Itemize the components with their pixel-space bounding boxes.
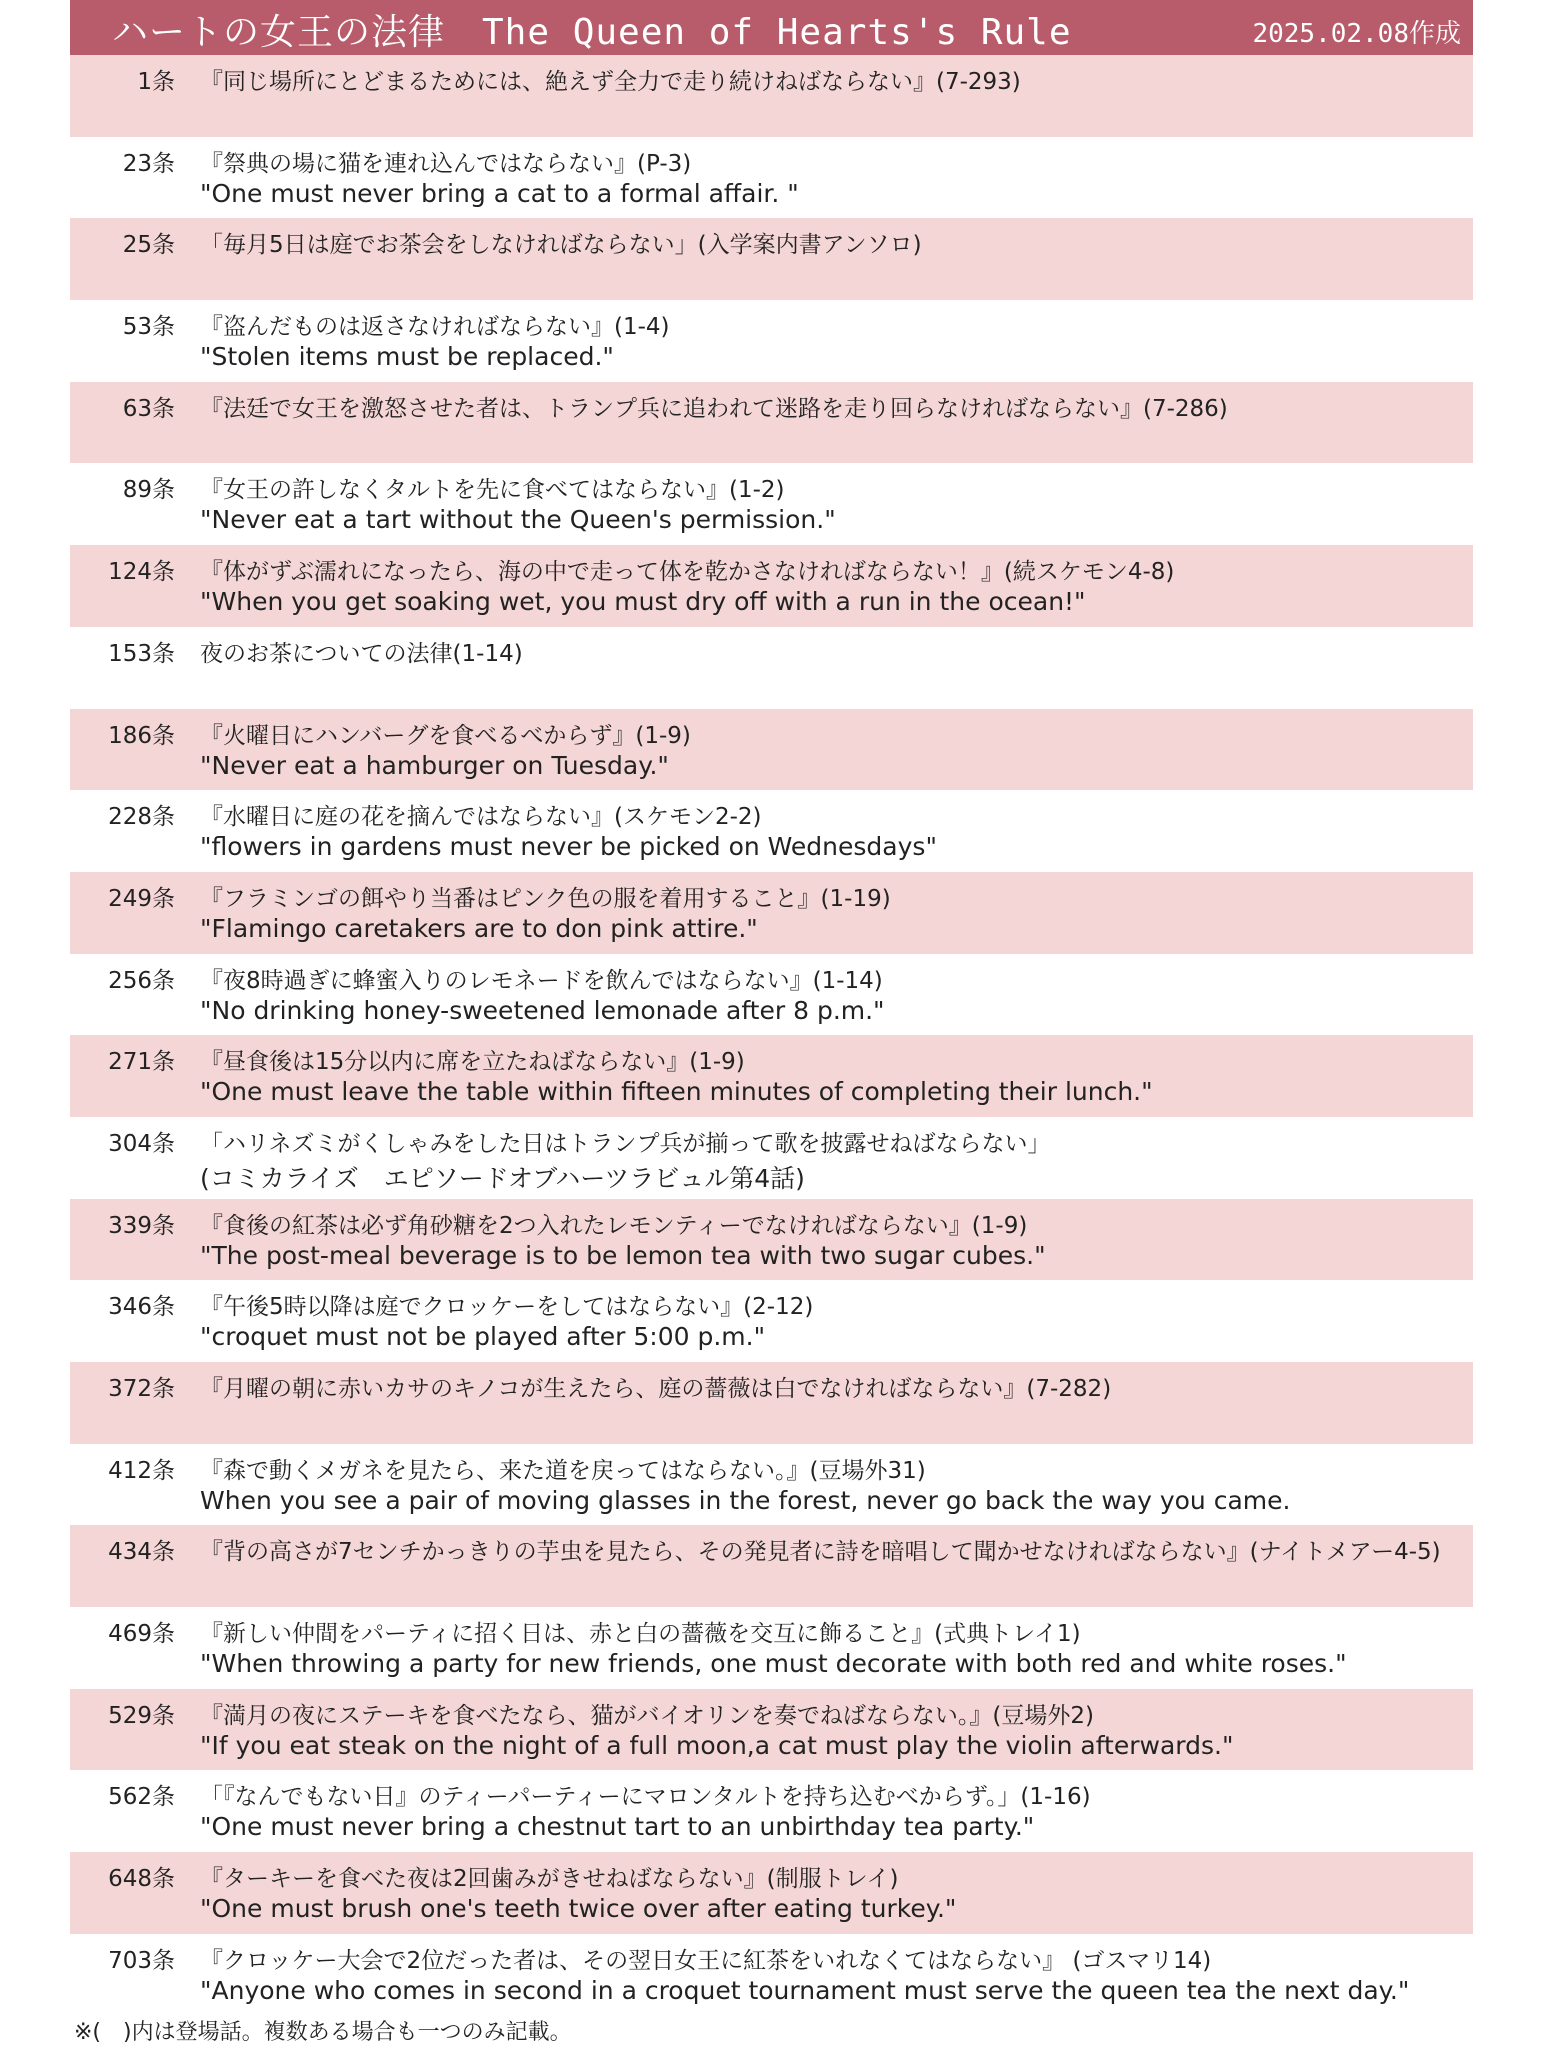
rule-english-text: "One must never bring a chestnut tart to an unbirthday tea party.": [200, 1812, 1035, 1842]
rule-japanese-text: 『昼食後は15分以内に席を立たねばならない』(1-9): [200, 1049, 745, 1076]
rule-row: [70, 1035, 1473, 1117]
rule-number: 562条: [108, 1784, 175, 1811]
rule-english-text: "If you eat steak on the night of a full moon,a cat must play the violin afterwards.": [200, 1730, 1234, 1760]
rule-number: 23条: [122, 150, 175, 177]
rule-row: [70, 627, 1473, 709]
rule-number: 434条: [108, 1539, 175, 1566]
rule-english-text: "When throwing a party for new friends, one must decorate with both red and white roses.": [200, 1649, 1347, 1679]
rule-row: [70, 1689, 1473, 1771]
rule-japanese-text: 『背の高さが7センチかっきりの芋虫を見たら、その発見者に詩を暗唱して聞かせなければならない』(ナイトメアー4-5): [200, 1539, 1441, 1566]
footnote: ※( )内は登場話。複数ある場合も一つのみ記載。: [74, 2020, 572, 2045]
rule-number: 53条: [122, 314, 175, 341]
rule-japanese-text: 『祭典の場に猫を連れ込んではならない』(P-3): [200, 150, 692, 177]
rule-number: 648条: [108, 1866, 175, 1893]
rule-japanese-text: 「ハリネズミがくしゃみをした日はトランプ兵が揃って歌を披露せねばならない」: [200, 1130, 1051, 1157]
creation-date: 2025.02.08作成: [1252, 19, 1461, 49]
rule-japanese-text: 『午後5時以降は庭でクロッケーをしてはならない』(2-12): [200, 1294, 814, 1321]
rule-number: 228条: [108, 804, 175, 831]
page-title: ハートの女王の法律 The Queen of Hearts's Rule: [112, 12, 1072, 53]
rule-japanese-text: 『体がずぶ濡れになったら、海の中で走って体を乾かさなければならない！』(続スケモン4-8): [200, 559, 1175, 586]
rule-number: 469条: [108, 1621, 175, 1648]
rule-row: [70, 218, 1473, 300]
rule-row: [70, 545, 1473, 627]
rule-japanese-text: 夜のお茶についての法律(1-14): [200, 640, 523, 667]
rule-english-text: "One must brush one's teeth twice over after eating turkey.": [200, 1894, 957, 1924]
rule-japanese-text: 『同じ場所にとどまるためには、絶えず全力で走り続けねばならない』(7-293): [200, 69, 1021, 95]
rule-english-text: (コミカライズ エピソードオブハーツラビュル第4話): [200, 1163, 805, 1193]
rule-japanese-text: 『食後の紅茶は必ず角砂糖を2つ入れたレモンティーでなければならない』(1-9): [200, 1212, 1028, 1239]
rule-number: 271条: [108, 1049, 175, 1076]
rule-english-text: "One must leave the table within fifteen minutes of completing their lunch.": [200, 1077, 1153, 1107]
rule-japanese-text: 『月曜の朝に赤いカサのキノコが生えたら、庭の薔薇は白でなければならない』(7-282): [200, 1376, 1112, 1402]
rule-number: 346条: [108, 1294, 175, 1321]
rule-number: 25条: [122, 232, 175, 259]
rule-number: 89条: [122, 477, 175, 504]
rule-number: 153条: [108, 640, 175, 667]
rule-row: [70, 1525, 1473, 1607]
rule-number: 63条: [122, 395, 175, 422]
rule-english-text: "flowers in gardens must never be picked on Wednesdays": [200, 832, 937, 862]
rule-row: [70, 1852, 1473, 1934]
rule-row: [70, 137, 1473, 219]
rule-row: [70, 300, 1473, 382]
rule-number: 249条: [108, 885, 175, 912]
rule-row: [70, 1607, 1473, 1689]
rule-english-text: "The post-meal beverage is to be lemon tea with two sugar cubes.": [200, 1240, 1046, 1270]
rule-row: [70, 1362, 1473, 1444]
rule-number: 1条: [137, 69, 175, 95]
rule-number: 372条: [108, 1376, 175, 1402]
rule-row: [70, 1199, 1473, 1281]
rule-japanese-text: 『水曜日に庭の花を摘んではならない』(スケモン2-2): [200, 804, 762, 831]
rule-japanese-text: 『クロッケー大会で2位だった者は、その翌日女王に紅茶をいれなくてはならない』 (ゴスマリ14): [200, 1947, 1212, 1974]
rule-number: 529条: [108, 1702, 175, 1729]
rule-japanese-text: 『満月の夜にステーキを食べたなら、猫がバイオリンを奏でねばならない。』(豆場外2): [200, 1702, 1094, 1729]
rule-row: [70, 1280, 1473, 1362]
rule-number: 304条: [108, 1130, 175, 1157]
rule-row: [70, 382, 1473, 464]
rule-english-text: When you see a pair of moving glasses in the forest, never go back the way you came.: [200, 1485, 1291, 1515]
rule-english-text: "Anyone who comes in second in a croquet tournament must serve the queen tea the next day.": [200, 1975, 1410, 2005]
rule-japanese-text: 『ターキーを食べた夜は2回歯みがきせねばならない』(制服トレイ): [200, 1866, 899, 1893]
rule-row: [70, 954, 1473, 1036]
rule-row: [70, 55, 1473, 137]
rules-list: [70, 55, 1473, 2016]
rule-japanese-text: 「『なんでもない日』のティーパーティーにマロンタルトを持ち込むべからず。」(1-16): [200, 1784, 1091, 1811]
rule-number: 186条: [108, 722, 175, 749]
rule-japanese-text: 『森で動くメガネを見たら、来た道を戻ってはならない。』(豆場外31): [200, 1457, 926, 1484]
rule-number: 124条: [108, 559, 175, 586]
rule-row: [70, 463, 1473, 545]
rule-english-text: "Stolen items must be replaced.": [200, 342, 614, 372]
rule-english-text: "Never eat a tart without the Queen's permission.": [200, 505, 836, 535]
rule-row: [70, 1444, 1473, 1526]
rule-row: [70, 1770, 1473, 1852]
rule-japanese-text: 『法廷で女王を激怒させた者は、トランプ兵に追われて迷路を走り回らなければならない』(7-286): [200, 395, 1228, 422]
rule-number: 412条: [108, 1457, 175, 1484]
rule-english-text: "One must never bring a cat to a formal affair. ": [200, 178, 799, 208]
rule-row: [70, 1934, 1473, 2016]
rule-english-text: "croquet must not be played after 5:00 p.m.": [200, 1322, 766, 1352]
rule-row: [70, 872, 1473, 954]
rule-japanese-text: 『新しい仲間をパーティに招く日は、赤と白の薔薇を交互に飾ること』(式典トレイ1): [200, 1621, 1081, 1648]
rule-row: [70, 790, 1473, 872]
rule-japanese-text: 『盗んだものは返さなければならない』(1-4): [200, 314, 670, 341]
rule-japanese-text: 『女王の許しなくタルトを先に食べてはならない』(1-2): [200, 477, 785, 504]
rule-japanese-text: 「毎月5日は庭でお茶会をしなければならない」(入学案内書アンソロ): [200, 232, 922, 259]
rule-english-text: "Never eat a hamburger on Tuesday.": [200, 750, 669, 780]
rule-japanese-text: 『夜8時過ぎに蜂蜜入りのレモネードを飲んではならない』(1-14): [200, 967, 883, 994]
rule-english-text: "When you get soaking wet, you must dry off with a run in the ocean!": [200, 587, 1086, 617]
page-header: [70, 0, 1473, 55]
rule-english-text: "No drinking honey-sweetened lemonade after 8 p.m.": [200, 995, 885, 1025]
rule-number: 703条: [108, 1947, 175, 1974]
rule-japanese-text: 『フラミンゴの餌やり当番はピンク色の服を着用すること』(1-19): [200, 885, 891, 912]
rule-row: [70, 1117, 1473, 1199]
rule-row: [70, 709, 1473, 791]
rule-english-text: "Flamingo caretakers are to don pink attire.": [200, 913, 758, 943]
rule-japanese-text: 『火曜日にハンバーグを食べるべからず』(1-9): [200, 722, 691, 749]
rule-number: 339条: [108, 1212, 175, 1239]
rule-number: 256条: [108, 967, 175, 994]
